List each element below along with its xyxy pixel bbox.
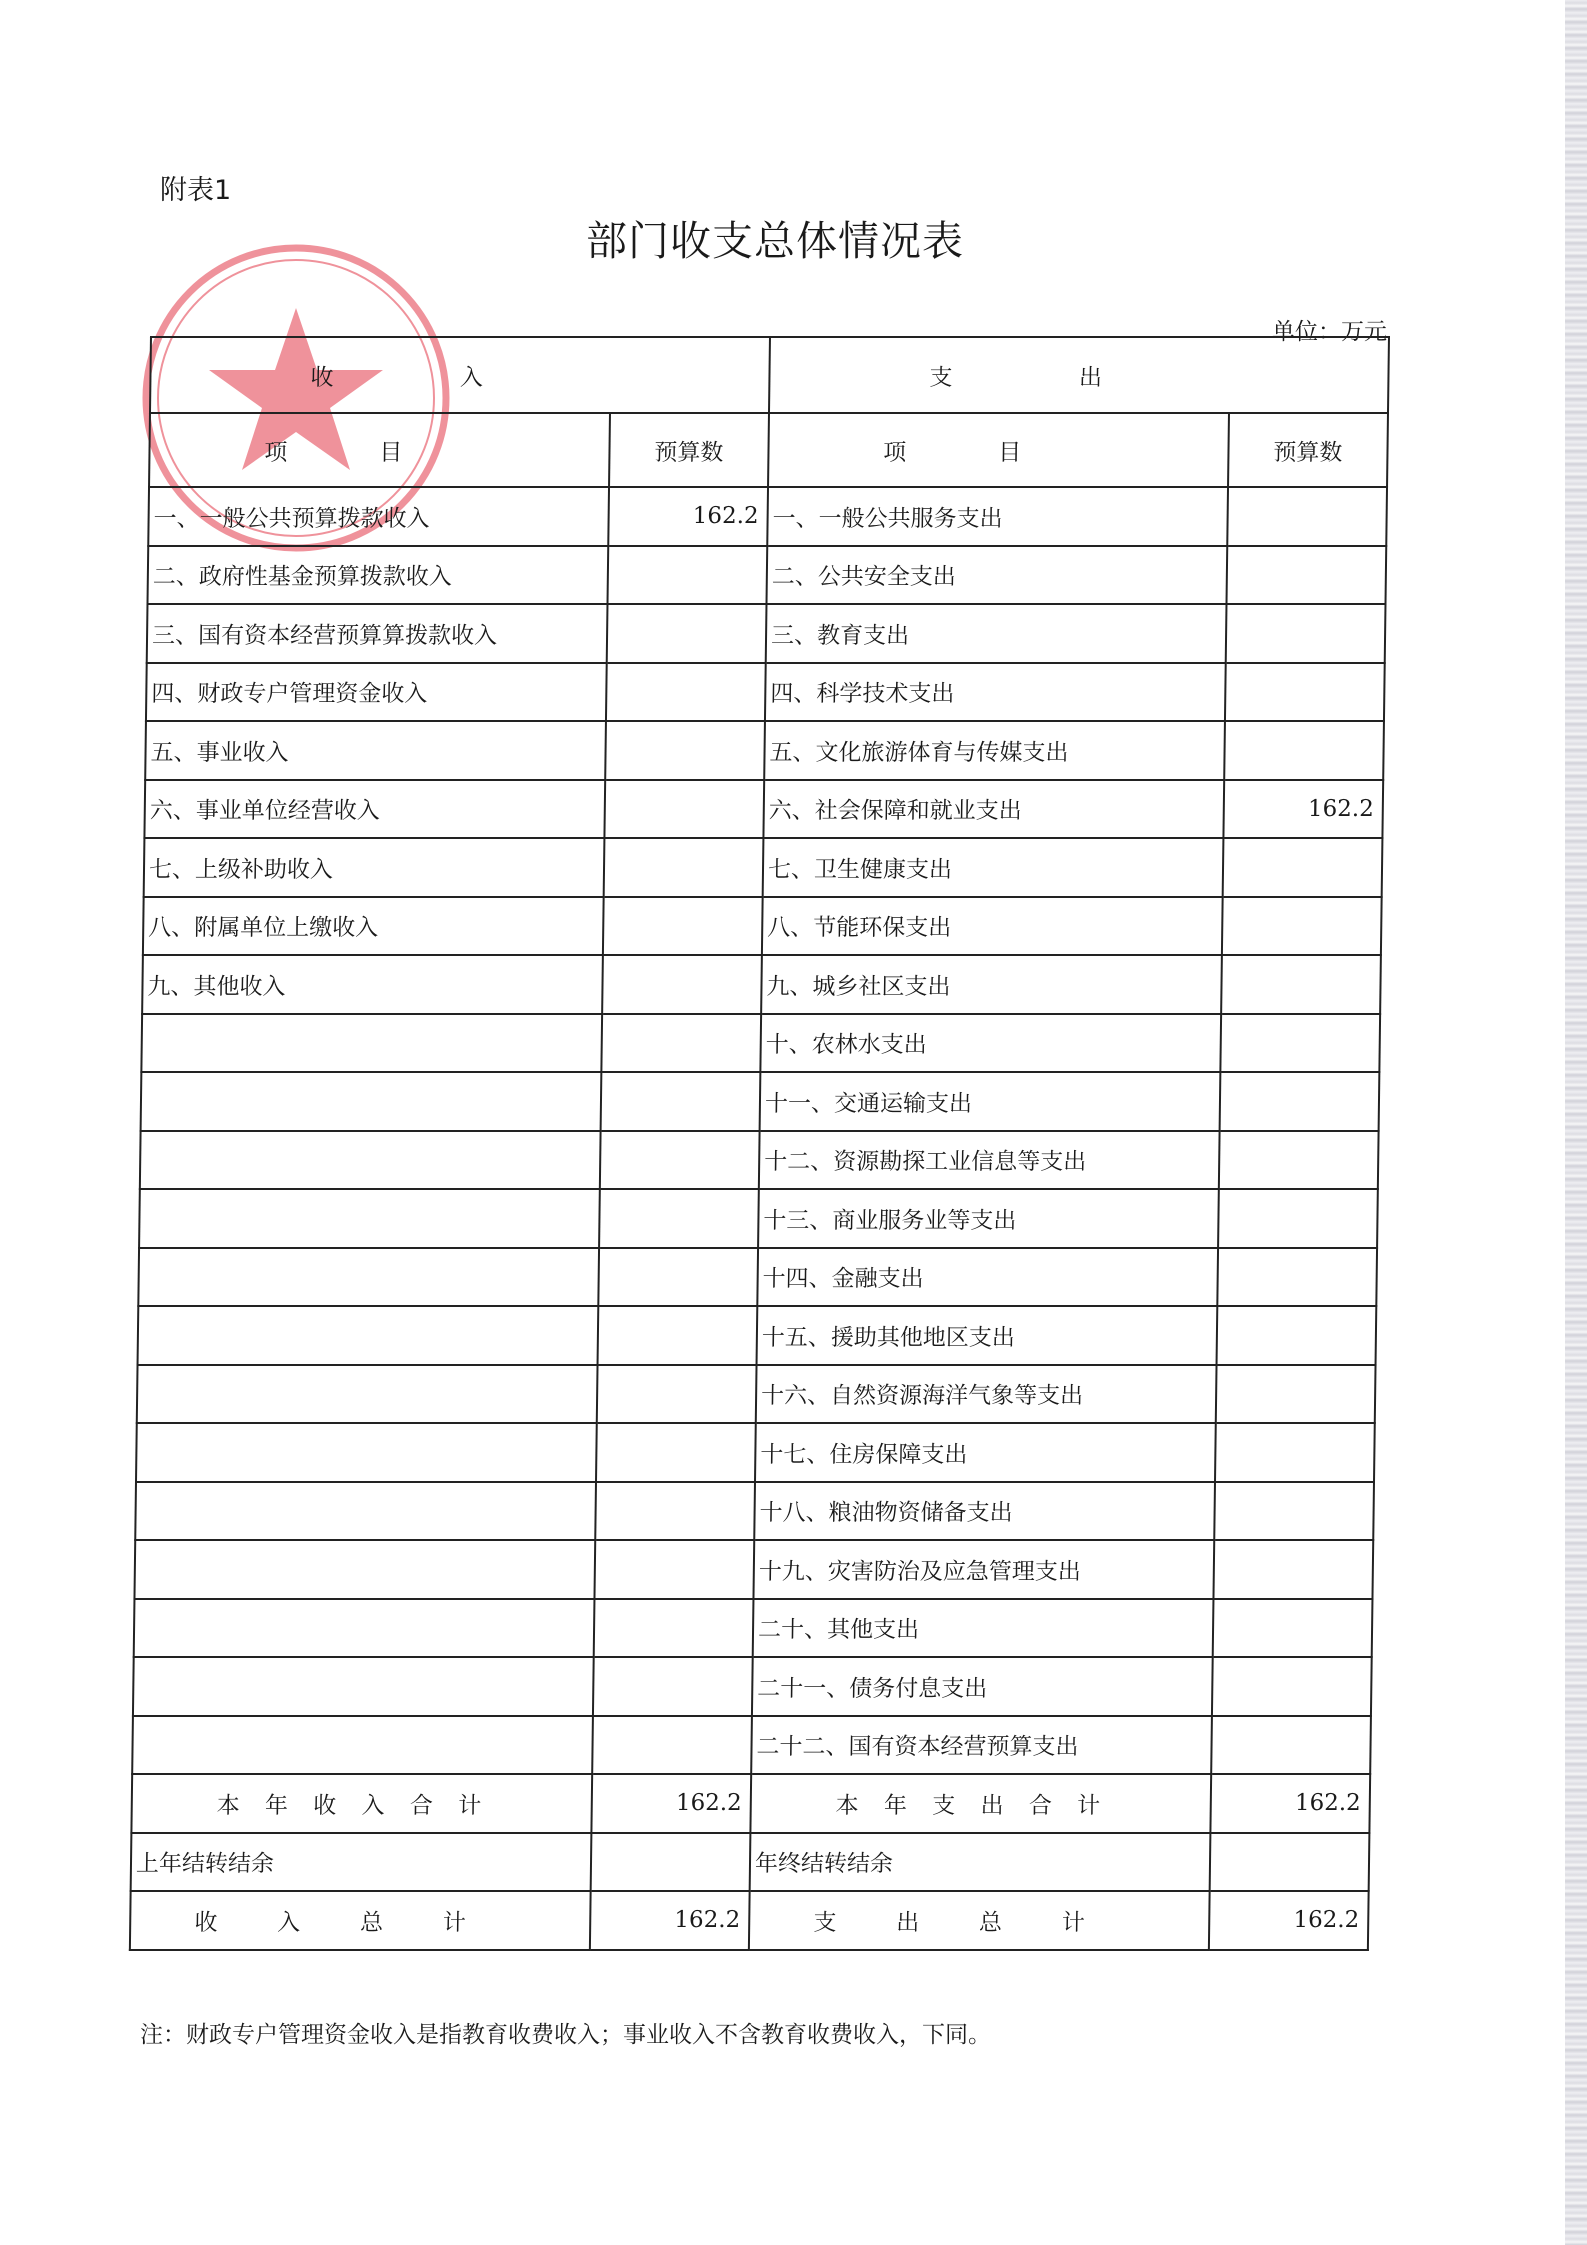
income-item-cell: 六、事业单位经营收入 <box>144 780 604 839</box>
expense-item-cell: 八、节能环保支出 <box>762 897 1222 956</box>
income-budget-cell <box>603 897 763 956</box>
income-item-cell: 七、上级补助收入 <box>144 838 604 897</box>
expense-item-cell: 五、文化旅游体育与传媒支出 <box>764 721 1224 780</box>
income-budget-cell <box>606 604 766 663</box>
income-item-cell <box>134 1540 594 1599</box>
income-item-cell <box>138 1248 598 1307</box>
expense-budget-header: 预算数 <box>1228 413 1388 487</box>
table-row <box>144 780 1383 839</box>
income-item-cell <box>138 1306 598 1365</box>
expense-budget-cell <box>1217 1248 1377 1307</box>
income-item-header: 项目 <box>149 413 610 487</box>
expense-item-cell: 二十、其他支出 <box>753 1599 1213 1658</box>
expense-item-cell: 十六、自然资源海洋气象等支出 <box>756 1365 1216 1424</box>
carryover-row <box>131 1833 1370 1892</box>
expense-budget-cell <box>1218 1131 1378 1190</box>
expense-budget-cell <box>1220 1014 1380 1073</box>
expense-budget-cell: 162.2 <box>1223 780 1383 839</box>
expense-item-cell: 二十二、国有资本经营预算支出 <box>751 1716 1211 1775</box>
expense-item-cell: 四、科学技术支出 <box>765 663 1225 722</box>
income-budget-cell <box>594 1540 754 1599</box>
income-budget-cell <box>595 1482 755 1541</box>
income-item-cell <box>140 1131 600 1190</box>
table-row <box>145 721 1384 780</box>
expense-item-cell: 十二、资源勘探工业信息等支出 <box>759 1131 1219 1190</box>
expense-budget-cell <box>1226 546 1386 605</box>
expense-budget-cell <box>1213 1540 1373 1599</box>
income-item-cell <box>132 1716 592 1775</box>
income-budget-cell <box>593 1599 753 1658</box>
income-budget-cell <box>599 1189 759 1248</box>
table-row <box>134 1540 1373 1599</box>
table-row <box>135 1482 1374 1541</box>
table-row <box>143 897 1382 956</box>
expense-item-cell: 二十一、债务付息支出 <box>752 1657 1212 1716</box>
carryover-out-label: 年终结转结余 <box>750 1833 1210 1892</box>
income-item-cell <box>141 1072 601 1131</box>
income-budget-cell <box>599 1131 759 1190</box>
expense-budget-cell <box>1221 955 1381 1014</box>
expense-item-cell: 三、教育支出 <box>766 604 1226 663</box>
carryover-in-label: 上年结转结余 <box>131 1833 591 1892</box>
table-row <box>140 1131 1379 1190</box>
income-budget-cell <box>596 1423 756 1482</box>
table-row <box>133 1657 1372 1716</box>
expense-budget-cell <box>1215 1365 1375 1424</box>
carryover-in-value <box>590 1833 750 1892</box>
table-row <box>139 1189 1378 1248</box>
year-income-total-value: 162.2 <box>591 1774 751 1833</box>
grand-expense-value: 162.2 <box>1209 1891 1369 1950</box>
income-item-cell: 八、附属单位上缴收入 <box>143 897 603 956</box>
income-item-cell <box>139 1189 599 1248</box>
section-header-row <box>150 337 1389 413</box>
grand-expense-label: 支出总计 <box>749 1891 1209 1950</box>
income-budget-cell <box>602 955 762 1014</box>
year-total-row <box>131 1774 1370 1833</box>
income-item-cell: 九、其他收入 <box>142 955 602 1014</box>
year-income-total-label: 本年收入合计 <box>131 1774 591 1833</box>
table-row <box>141 1072 1380 1131</box>
income-budget-cell <box>601 1014 761 1073</box>
expense-budget-cell <box>1225 663 1385 722</box>
expense-item-cell: 一、一般公共服务支出 <box>767 487 1227 546</box>
table-row <box>142 955 1381 1014</box>
income-item-cell <box>141 1014 601 1073</box>
table-row <box>134 1599 1373 1658</box>
income-item-cell <box>134 1599 594 1658</box>
table-row <box>147 546 1386 605</box>
table-row <box>141 1014 1380 1073</box>
column-header-row <box>149 413 1388 487</box>
income-budget-cell <box>596 1365 756 1424</box>
expense-budget-cell <box>1212 1599 1372 1658</box>
income-budget-cell <box>598 1248 758 1307</box>
expense-item-cell: 十九、灾害防治及应急管理支出 <box>753 1540 1213 1599</box>
expense-budget-cell <box>1212 1657 1372 1716</box>
footnote: 注：财政专户管理资金收入是指教育收费收入；事业收入不含教育收费收入，下同。 <box>140 2022 991 2048</box>
expense-budget-cell <box>1227 487 1387 546</box>
table-row <box>144 838 1383 897</box>
expense-item-cell: 十七、住房保障支出 <box>755 1423 1215 1482</box>
expense-item-header: 项目 <box>768 413 1229 487</box>
income-section-header: 收入 <box>150 337 770 413</box>
carryover-out-value <box>1209 1833 1369 1892</box>
income-budget-header: 预算数 <box>609 413 769 487</box>
table-row <box>132 1716 1371 1775</box>
income-budget-cell <box>597 1306 757 1365</box>
income-item-cell: 一、一般公共预算拨款收入 <box>148 487 608 546</box>
table-row <box>138 1306 1377 1365</box>
income-item-cell: 二、政府性基金预算拨款收入 <box>147 546 607 605</box>
expense-item-cell: 十、农林水支出 <box>760 1014 1220 1073</box>
table-body <box>132 487 1387 1774</box>
expense-budget-cell <box>1222 838 1382 897</box>
income-item-cell: 三、国有资本经营预算算拨款收入 <box>147 604 607 663</box>
expense-budget-cell <box>1218 1189 1378 1248</box>
table-row <box>146 663 1385 722</box>
unit-label: 单位：万元 <box>1272 319 1387 345</box>
expense-budget-cell <box>1219 1072 1379 1131</box>
table-row <box>148 487 1387 546</box>
expense-item-cell: 十一、交通运输支出 <box>760 1072 1220 1131</box>
grand-income-label: 收入总计 <box>130 1891 590 1950</box>
expense-item-cell: 六、社会保障和就业支出 <box>763 780 1223 839</box>
income-budget-cell <box>604 780 764 839</box>
income-item-cell: 五、事业收入 <box>145 721 605 780</box>
expense-section-header: 支出 <box>769 337 1389 413</box>
table-row <box>147 604 1386 663</box>
attachment-label: 附表1 <box>160 175 232 206</box>
table-row <box>137 1365 1376 1424</box>
year-expense-total-label: 本年支出合计 <box>750 1774 1210 1833</box>
expense-item-cell: 十八、粮油物资储备支出 <box>754 1482 1214 1541</box>
expense-budget-cell <box>1216 1306 1376 1365</box>
income-budget-cell: 162.2 <box>608 487 768 546</box>
expense-item-cell: 七、卫生健康支出 <box>763 838 1223 897</box>
expense-budget-cell <box>1224 721 1384 780</box>
table-row <box>136 1423 1375 1482</box>
expense-budget-cell <box>1214 1482 1374 1541</box>
table-row <box>138 1248 1377 1307</box>
income-item-cell <box>135 1482 595 1541</box>
income-budget-cell <box>600 1072 760 1131</box>
expense-item-cell: 九、城乡社区支出 <box>761 955 1221 1014</box>
expense-budget-cell <box>1211 1716 1371 1775</box>
income-budget-cell <box>592 1716 752 1775</box>
expense-item-cell: 十五、援助其他地区支出 <box>757 1306 1217 1365</box>
scan-edge-artifact <box>1565 0 1587 2245</box>
year-expense-total-value: 162.2 <box>1210 1774 1370 1833</box>
expense-budget-cell <box>1225 604 1385 663</box>
grand-total-row <box>130 1891 1369 1950</box>
expense-item-cell: 十三、商业服务业等支出 <box>758 1189 1218 1248</box>
expense-item-cell: 十四、金融支出 <box>757 1248 1217 1307</box>
income-item-cell <box>133 1657 593 1716</box>
income-budget-cell <box>593 1657 753 1716</box>
expense-budget-cell <box>1222 897 1382 956</box>
expense-budget-cell <box>1215 1423 1375 1482</box>
income-budget-cell <box>603 838 763 897</box>
income-item-cell: 四、财政专户管理资金收入 <box>146 663 606 722</box>
income-budget-cell <box>605 721 765 780</box>
grand-income-value: 162.2 <box>590 1891 750 1950</box>
income-budget-cell <box>607 546 767 605</box>
income-budget-cell <box>606 663 766 722</box>
expense-item-cell: 二、公共安全支出 <box>766 546 1226 605</box>
income-item-cell <box>137 1365 597 1424</box>
income-item-cell <box>136 1423 596 1482</box>
budget-overview-table <box>129 336 1390 1951</box>
page-title: 部门收支总体情况表 <box>586 217 964 265</box>
